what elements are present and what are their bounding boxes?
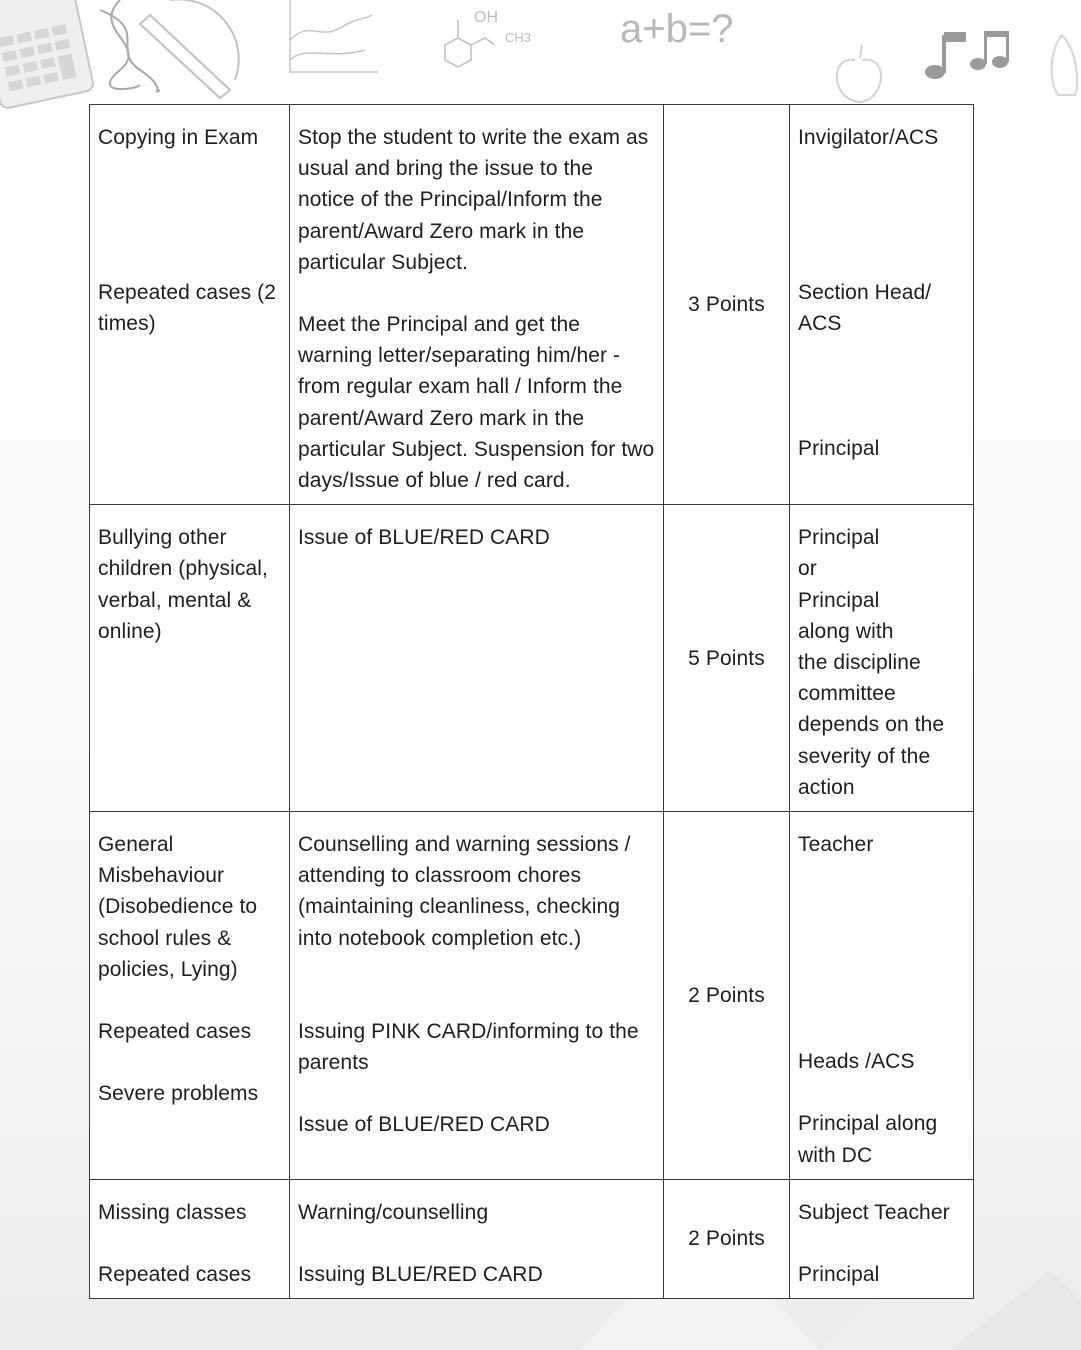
offence-text: Repeated cases (98, 1020, 252, 1044)
offence-cell (90, 105, 290, 505)
authority-text: Principal (798, 1263, 880, 1287)
table-row (90, 1179, 974, 1298)
action-cell (290, 812, 664, 1180)
authority-text: the discipline (798, 651, 921, 675)
equation-text: a+b=? (620, 7, 734, 51)
offence-cell (90, 1179, 290, 1298)
table-row (90, 812, 974, 1180)
action-text: Issue of BLUE/RED CARD (298, 1113, 550, 1137)
authority-text: severity of the (798, 744, 931, 768)
authority-text: depends on the (798, 713, 945, 737)
points-value: 2 Points (688, 983, 765, 1007)
rocket-icon (1052, 35, 1077, 95)
offence-text: Repeated cases (2 times) (98, 281, 276, 336)
authority-cell (790, 105, 974, 505)
offence-text: Bullying other children (physical, verbal, mental & online) (98, 526, 268, 643)
authority-text: Section Head/ ACS (798, 281, 932, 336)
action-text: Issuing PINK CARD/informing to the parents (298, 1019, 639, 1075)
table-row (90, 505, 974, 812)
action-text: Warning/counselling (298, 1200, 489, 1224)
offence-text: Missing classes (98, 1200, 247, 1224)
points-value: 5 Points (688, 646, 765, 670)
action-cell (290, 105, 664, 505)
authority-text: committee (798, 682, 896, 706)
authority-text: Teacher (798, 833, 874, 857)
points-value: 2 Points (688, 1227, 765, 1251)
action-text: Issuing BLUE/RED CARD (298, 1263, 543, 1287)
action-text: Stop the student to write the exam as usual and bring the issue to the notice of the Principal/Inform the parent/Award Zero mark in the particular Subject. (298, 126, 649, 274)
header-decoration (0, 0, 1081, 110)
points-cell (664, 505, 790, 812)
chemical-structure-icon (445, 9, 531, 67)
calculator-icon (0, 0, 94, 109)
authority-cell (790, 505, 974, 812)
dna-icon (100, 0, 160, 92)
action-cell (290, 505, 664, 812)
formula-ch3: CH3 (505, 30, 532, 45)
music-notes-icon (925, 31, 1009, 79)
offence-text: Copying in Exam (98, 126, 259, 149)
offence-cell (90, 505, 290, 812)
offence-text: General Misbehaviour (Disobedience to school rules & policies, Lying) (98, 833, 258, 981)
graph-icon (290, 0, 378, 72)
points-value: 3 Points (688, 293, 765, 317)
authority-text: Principal (798, 588, 880, 612)
authority-text: action (798, 775, 855, 799)
authority-text: Subject Teacher (798, 1200, 950, 1224)
formula-oh: OH (474, 9, 498, 26)
authority-text: along with (798, 619, 894, 643)
authority-text: or (798, 557, 817, 581)
action-text: Meet the Principal and get the warning letter/separating him/her - from regular exam hall / Inform the parent/Award Zero mark in the particular Subject. Suspension for two days/Issue of blue / red card. (298, 313, 655, 493)
points-cell (664, 812, 790, 1180)
offence-text: Repeated cases (98, 1263, 252, 1287)
apple-icon (837, 45, 881, 102)
authority-text: Principal along with DC (798, 1112, 938, 1167)
authority-text: Invigilator/ACS (798, 126, 939, 149)
table-row (90, 105, 974, 505)
authority-cell (790, 1179, 974, 1298)
points-cell (664, 105, 790, 505)
authority-text: Heads /ACS (798, 1050, 915, 1074)
authority-cell (790, 812, 974, 1180)
action-text: Issue of BLUE/RED CARD (298, 526, 550, 550)
points-cell (664, 1179, 790, 1298)
authority-text: Principal (798, 526, 880, 550)
discipline-table (89, 104, 974, 1299)
action-text: Counselling and warning sessions / attending to classroom chores (maintaining cleanliness, checking into notebook completion etc.) (298, 833, 631, 950)
offence-text: Severe problems (98, 1082, 259, 1106)
authority-text: Principal (798, 436, 880, 460)
action-cell (290, 1179, 664, 1298)
offence-cell (90, 812, 290, 1180)
